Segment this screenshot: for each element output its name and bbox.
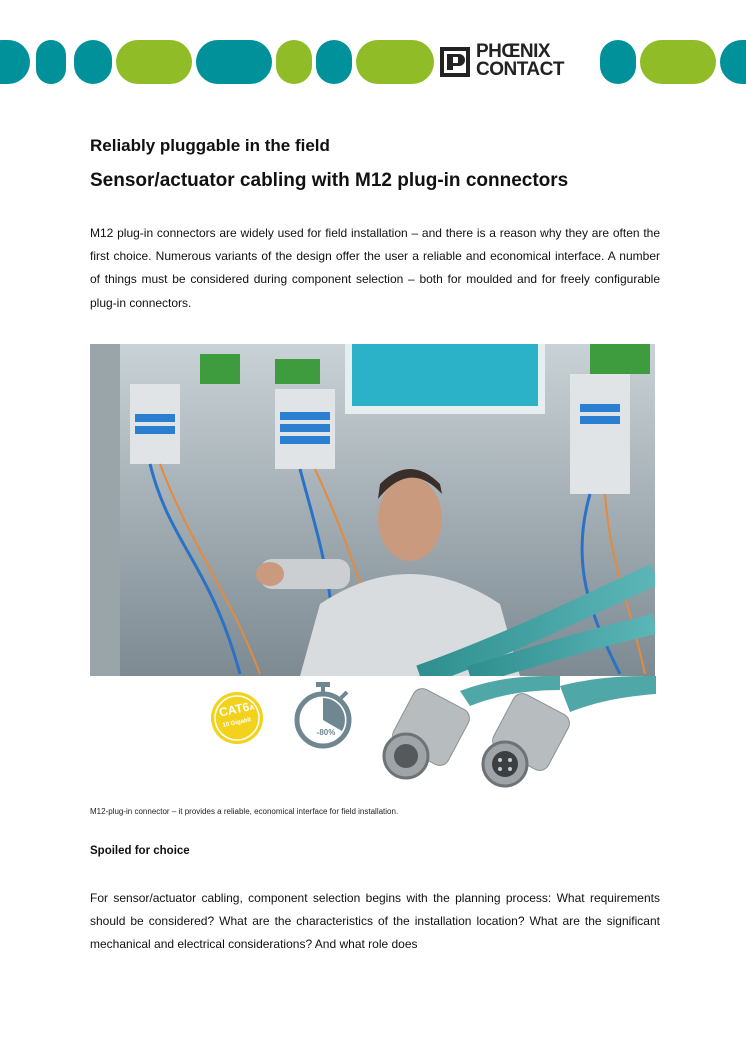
- header-pill-green: [116, 40, 192, 84]
- header-pill-green: [356, 40, 434, 84]
- article-subtitle: Sensor/actuator cabling with M12 plug-in connectors: [90, 170, 569, 191]
- section-paragraph: For sensor/actuator cabling, component selection begins with the planning process: What requirements should be considered? What are the characteristics of the installation location? What are the significant mechanical and electrical considerations? And what role does: [90, 891, 660, 952]
- logo-text: [476, 43, 564, 79]
- header-pill-teal: [196, 40, 272, 84]
- logo-line2: CONTACT: [476, 59, 564, 80]
- section-heading: Spoiled for choice: [90, 845, 190, 857]
- header-pill-teal: [0, 40, 30, 84]
- header-pill-teal: [74, 40, 112, 84]
- product-illustration: [200, 676, 656, 794]
- header-band: [0, 40, 746, 84]
- gbit-label: 10 Gigabit: [222, 717, 252, 729]
- header-pill-teal: [720, 40, 746, 84]
- article-photo: [90, 344, 655, 676]
- header-pill-teal: [600, 40, 636, 84]
- header-pill-teal: [316, 40, 352, 84]
- header-pill-green: [276, 40, 312, 84]
- logo-line1: PHŒNIX: [476, 41, 551, 62]
- figure-caption: M12-plug-in connector – it provides a reliable, economical interface for field installation.: [90, 807, 399, 816]
- phoenix-contact-logo: [439, 42, 595, 82]
- header-pill-green: [640, 40, 716, 84]
- intro-paragraph: M12 plug-in connectors are widely used for field installation – and there is a reason why they are often the first choice. Numerous variants of the design offer the user a reliable and economical interface. A number of things must be considered during component selection – both for moulded and for freely configurable plug-in connectors.: [90, 226, 660, 310]
- cat-sub-text: A: [248, 704, 256, 713]
- header-pill-teal: [36, 40, 66, 84]
- article-title: Reliably pluggable in the field: [90, 136, 330, 155]
- logo-mark-icon: [439, 46, 471, 78]
- product-strip: [200, 676, 656, 794]
- technician-photo-image: [90, 344, 655, 676]
- stopwatch-label: -80%: [316, 728, 336, 737]
- cat-text: CAT6: [217, 699, 251, 720]
